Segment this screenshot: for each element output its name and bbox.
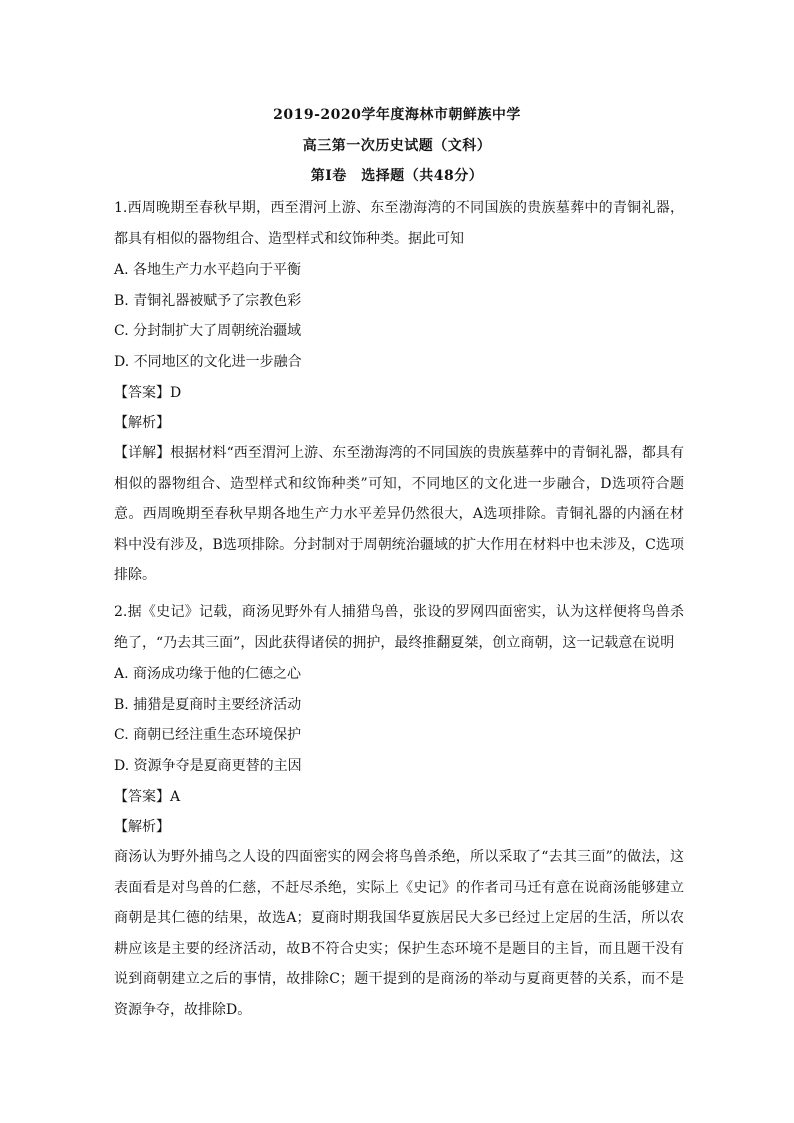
q1-analysis: 【详解】根据材料“西至渭河上游、东至渤海湾的不同国族的贵族墓葬中的青铜礼器，都具有相似的器物组合、造型样式和纹饰种类”可知，不同地区的文化进一步融合，D选项符合题意。西周晚期至春秋早期各地生产力水平差异仍然很大，A选项排除。青铜礼器的内涵在材料中没有涉及，B选项排除。分封制对于周朝统治疆域的扩大作用在材料中也未涉及，C选项排除。 bbox=[114, 445, 684, 583]
q2-option-d: D. 资源争夺是夏商更替的主因 bbox=[114, 758, 302, 774]
q1-answer: 【答案】D bbox=[114, 385, 182, 401]
q1-option-c: C. 分封制扩大了周朝统治疆域 bbox=[114, 323, 302, 339]
q2-analysis-label: 【解析】 bbox=[114, 819, 170, 835]
q2-option-b: B. 捕猎是夏商时主要经济活动 bbox=[114, 697, 302, 713]
q1-analysis-label: 【解析】 bbox=[114, 415, 170, 431]
q1-option-d: D. 不同地区的文化进一步融合 bbox=[114, 354, 302, 370]
q1-stem: 1.西周晚期至春秋早期，西至渭河上游、东至渤海湾的不同国族的贵族墓葬中的青铜礼器，都具有相似的器物组合、造型样式和纹饰种类。据此可知 bbox=[114, 200, 684, 247]
q1-option-b: B. 青铜礼器被赋予了宗教色彩 bbox=[114, 293, 302, 309]
q2-option-a: A. 商汤成功缘于他的仁德之心 bbox=[114, 666, 302, 682]
q2-answer: 【答案】A bbox=[114, 789, 181, 805]
section-title: 第Ⅰ卷 选择题（共48分） bbox=[310, 168, 484, 184]
q1-option-a: A. 各地生产力水平趋向于平衡 bbox=[114, 262, 302, 278]
q2-stem: 2.据《史记》记载，商汤见野外有人捕猎鸟兽，张设的罗网四面密实，认为这样便将鸟兽杀绝了，“乃去其三面”，因此获得诸侯的拥护，最终推翻夏桀，创立商朝，这一记载意在说明 bbox=[114, 604, 684, 651]
school-title: 2019-2020学年度海林市朝鲜族中学 bbox=[273, 107, 521, 123]
exam-title: 高三第一次历史试题（文科） bbox=[302, 138, 492, 154]
q2-option-c: C. 商朝已经注重生态环境保护 bbox=[114, 727, 302, 743]
q2-analysis: 商汤认为野外捕鸟之人设的四面密实的网会将鸟兽杀绝，所以采取了“去其三面”的做法，这表面看是对鸟兽的仁慈，不赶尽杀绝，实际上《史记》的作者司马迁有意在说商汤能够建立商朝是其仁德的结果，故选A；夏商时期我国华夏族居民大多已经过上定居的生活，所以农耕应该是主要的经济活动，故B不符合史实；保护生态环境不是题目的主旨，而且题干没有说到商朝建立之后的事情，故排除C；题干提到的是商汤的举动与夏商更替的关系，而不是资源争夺，故排除D。 bbox=[114, 849, 684, 1018]
